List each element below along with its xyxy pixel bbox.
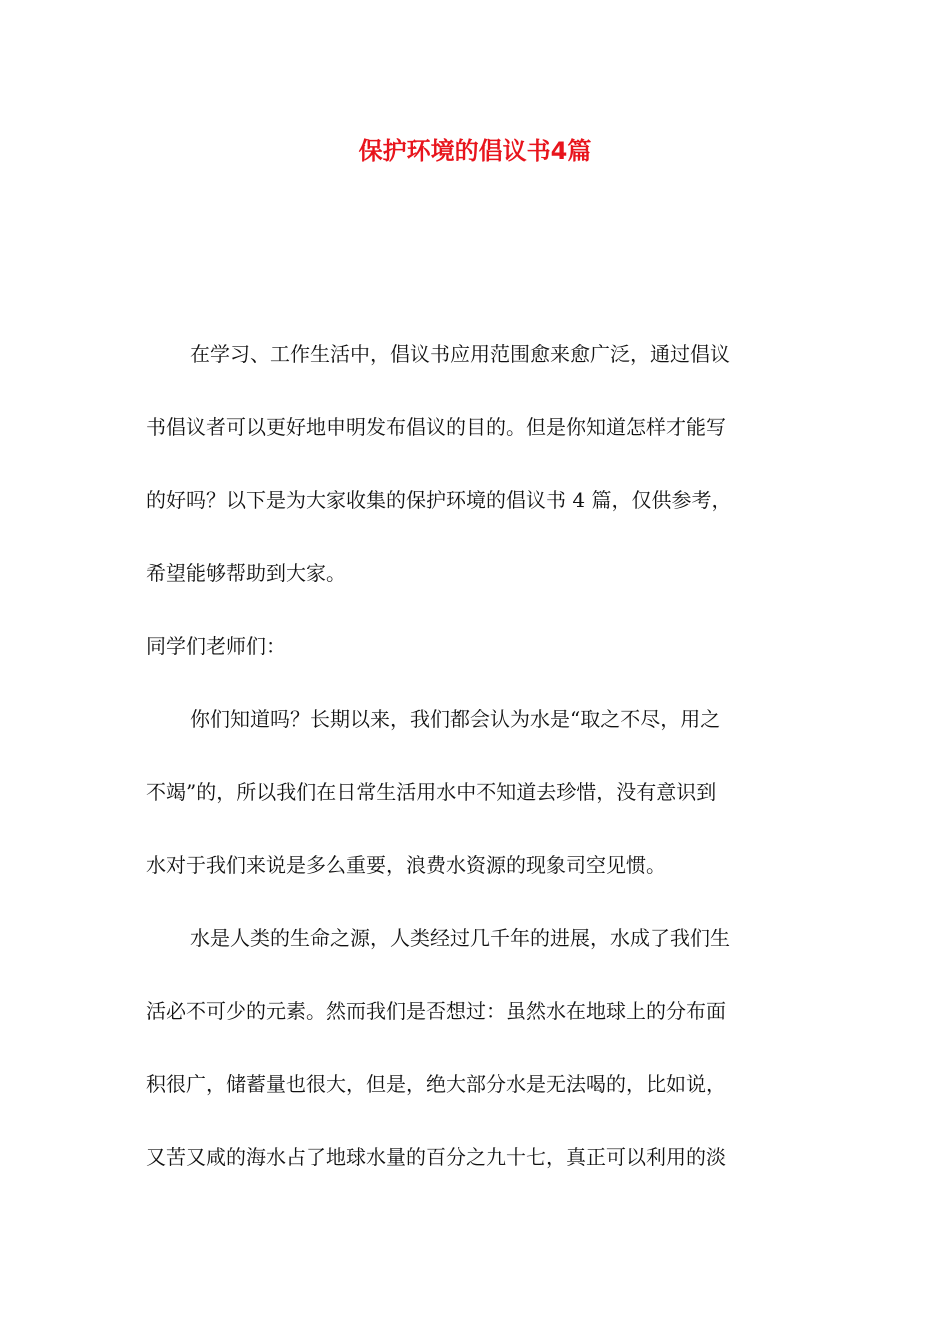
intro-paragraph [146,318,804,610]
document-title: 保护环境的倡议书4篇 [358,137,592,165]
text-line: 书倡议者可以更好地申明发布倡议的目的。但是你知道怎样才能写 [146,415,726,439]
text-line: 同学们老师们： [146,634,286,658]
text-line: 你们知道吗？长期以来，我们都会认为水是“取之不尽，用之 [190,707,721,731]
text-line: 水对于我们来说是多么重要，浪费水资源的现象司空见惯。 [146,853,666,877]
text-line: 不竭”的，所以我们在日常生活用水中不知道去珍惜，没有意识到 [146,780,717,804]
text-line: 又苦又咸的海水占了地球水量的百分之九十七，真正可以利用的淡 [146,1145,726,1169]
body-paragraph [146,902,804,1194]
text-line: 水是人类的生命之源，人类经过几千年的进展，水成了我们生 [190,926,730,950]
text-line: 活必不可少的元素。然而我们是否想过：虽然水在地球上的分布面 [146,999,726,1023]
salutation [146,610,804,683]
text-line: 希望能够帮助到大家。 [146,561,346,585]
document-body [146,318,804,1194]
text-line: 的好吗？以下是为大家收集的保护环境的倡议书 4 篇，仅供参考， [146,488,732,512]
text-line: 积很广，储蓄量也很大，但是，绝大部分水是无法喝的，比如说， [146,1072,726,1096]
body-paragraph [146,683,804,902]
text-line: 在学习、工作生活中，倡议书应用范围愈来愈广泛，通过倡议 [190,342,730,366]
